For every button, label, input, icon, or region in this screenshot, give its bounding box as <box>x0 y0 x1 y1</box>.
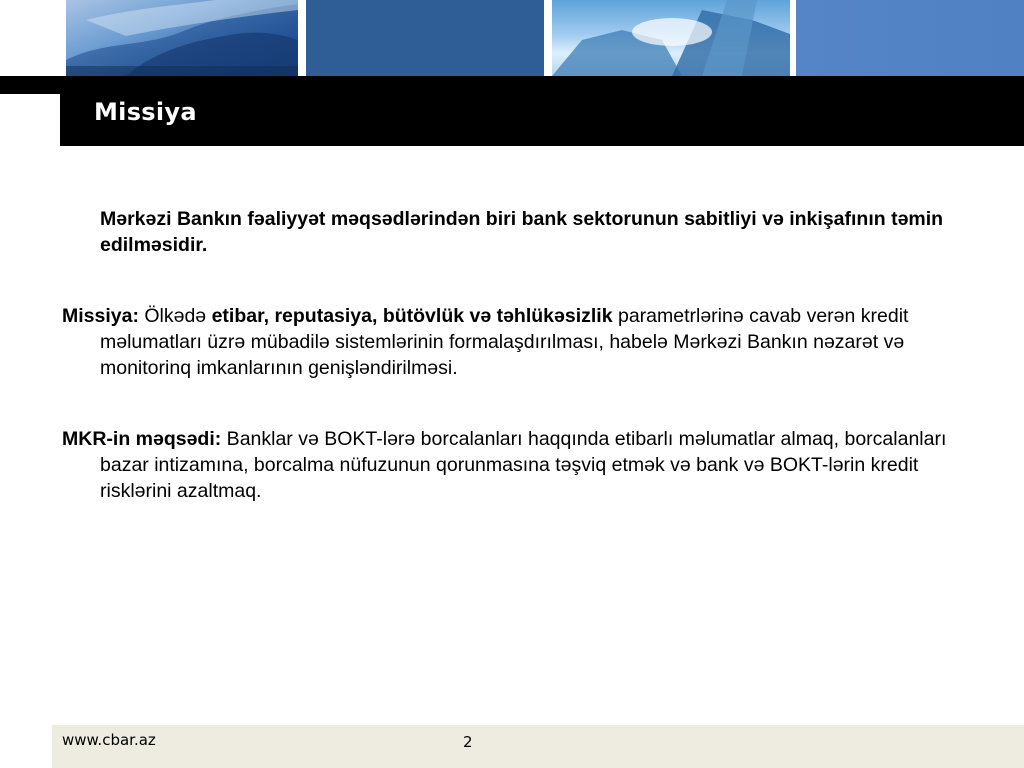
goal-paragraph <box>62 426 977 504</box>
footer-url[interactable]: www.cbar.az <box>62 731 156 749</box>
hands-illustration <box>66 0 298 76</box>
mission-paragraph <box>62 303 977 381</box>
slide-title: Missiya <box>94 98 197 126</box>
mission-label: Missiya: <box>62 305 139 327</box>
mission-emphasis: etibar, reputasiya, bütövlük və təhlükəsizlik <box>211 305 613 327</box>
banner-light-blue <box>796 0 1024 76</box>
header-banner <box>0 0 1024 78</box>
skyscraper-illustration <box>552 0 790 76</box>
mission-lead-text: Ölkədə <box>138 305 212 327</box>
mission-text: parametrlərinə cavab verən kredit məlumatları üzrə mübadilə sistemlərinin formalaşdırılması, habelə Mərkəzi Bankın nəzarət və monitorinq imkanlarının genişləndirilməsi. <box>100 305 909 379</box>
banner-photo-skyscrapers <box>552 0 790 76</box>
intro-paragraph: Mərkəzi Bankın fəaliyyət məqsədlərindən biri bank sektorunun sabitliyi və inkişafının təmin edilməsidir. <box>100 208 944 256</box>
slide-content <box>62 206 977 549</box>
goal-label: MKR-in məqsədi: <box>62 428 222 450</box>
banner-photo-hands-keyboard <box>66 0 298 76</box>
page-number: 2 <box>463 733 473 751</box>
banner-solid-blue <box>306 0 544 76</box>
goal-text: Banklar və BOKT-lərə borcalanları haqqında etibarlı məlumatlar almaq, borcalanları bazar intizamına, borcalma nüfuzunun qorunmasına təşviq etmək və bank və BOKT-lərin kredit risklərini azaltmaq. <box>100 428 947 502</box>
title-bar-accent <box>0 94 60 146</box>
footer-bar <box>52 725 1024 768</box>
